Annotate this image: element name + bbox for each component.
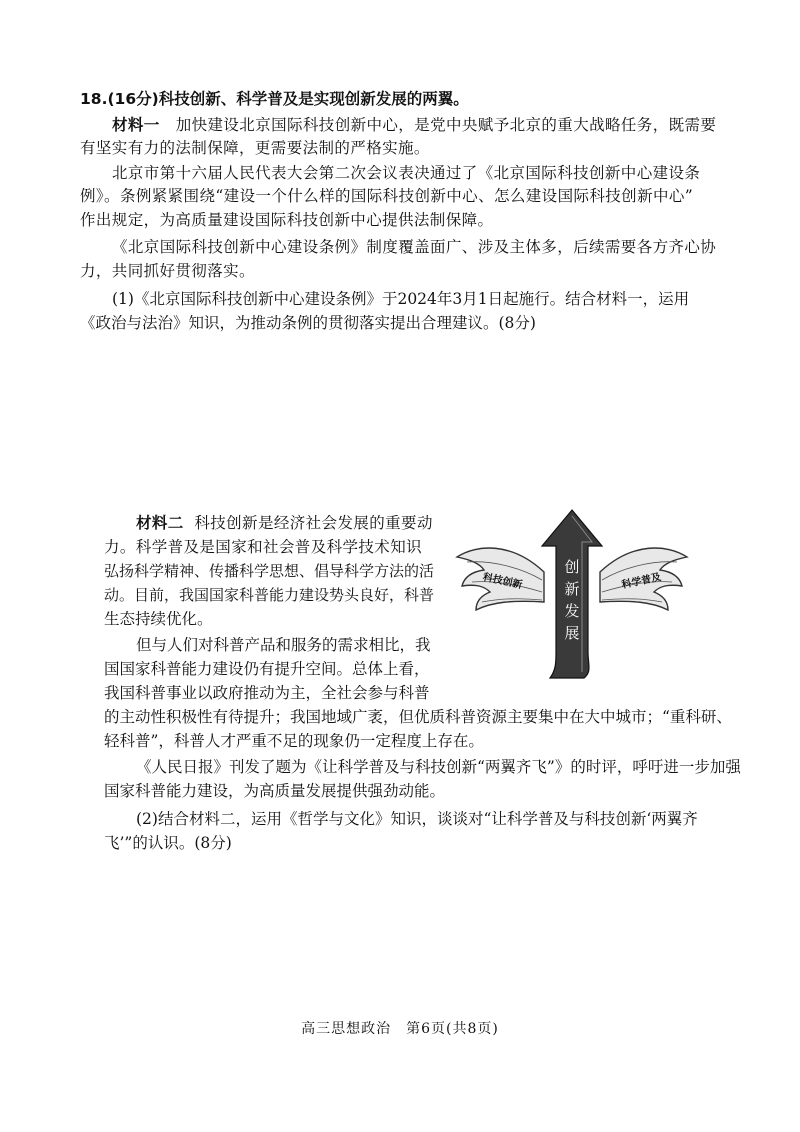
- material2-line9: 的主动性积极性有待提升；我国地域广袤，但优质科普资源主要集中在大中城市；“重科研、: [104, 708, 732, 726]
- left-wing-label: 科技创新: [481, 572, 524, 592]
- material2-line11: 《人民日报》刊发了题为《让科学普及与科技创新“两翼齐飞”》的时评，呼吁进一步加强: [136, 758, 741, 776]
- material1-line7: 力，共同抓好贯彻落实。: [80, 262, 255, 280]
- material2-line8: 我国科普事业以政府推动为主，全社会参与科普: [104, 684, 430, 702]
- material1-label: 材料一: [112, 116, 160, 134]
- arrow-char-2: 新: [564, 580, 580, 598]
- material2-line10: 轻科普”，科普人才严重不足的现象仍一定程度上存在。: [104, 732, 484, 750]
- question-18-title: 18.(16分)科技创新、科学普及是实现创新发展的两翼。: [80, 90, 469, 108]
- arrow-char-1: 创: [564, 558, 580, 576]
- material2-line4: 动。目前，我国国家科普能力建设势头良好，科普: [104, 586, 435, 604]
- subquestion1-line1: (1)《北京国际科技创新中心建设条例》于2024年3月1日起施行。结合材料一，运用: [112, 290, 690, 308]
- material2-line1: [136, 512, 476, 534]
- winged-arrow-illustration: [452, 502, 692, 682]
- arrow-char-4: 展: [564, 624, 580, 642]
- material2-line6: 但与人们对科普产品和服务的需求相比，我: [136, 636, 431, 654]
- page-footer: 高三思想政治 第6页(共8页): [301, 1021, 499, 1037]
- subquestion2-line2: 飞’”的认识。(8分): [104, 834, 232, 852]
- material1-line2: 有坚实有力的法制保障，更需要法制的严格实施。: [80, 139, 430, 157]
- material2-line7: 国国家科普能力建设仍有提升空间。总体上看，: [104, 660, 430, 678]
- material1-line4: 例》。条例紧紧围绕“建设一个什么样的国际科技创新中心、怎么建设国际科技创新中心”: [80, 187, 694, 205]
- material2-line3: 弘扬科学精神、传播科学思想、倡导科学方法的活: [104, 562, 435, 580]
- material1-line6: 《北京国际科技创新中心建设条例》制度覆盖面广、涉及主体多，后续需要各方齐心协: [112, 238, 717, 256]
- material1-line1: [112, 114, 752, 136]
- subquestion2-line1: (2)结合材料二，运用《哲学与文化》知识，谈谈对“让科学普及与科技创新‘两翼齐: [136, 810, 698, 828]
- material1-line3: 北京市第十六届人民代表大会第二次会议表决通过了《北京国际科技创新中心建设条: [112, 164, 701, 182]
- material2-line2: 力。科学普及是国家和社会普及科学技术知识: [104, 538, 423, 556]
- material2-text1: 科技创新是经济社会发展的重要动: [194, 514, 433, 532]
- material1-line5: 作出规定，为高质量建设国际科技创新中心提供法制保障。: [80, 211, 494, 229]
- material2-label: 材料二: [136, 514, 184, 532]
- material1-text1: 加快建设北京国际科技创新中心，是党中央赋予北京的重大战略任务，既需要: [175, 116, 717, 134]
- arrow-char-3: 发: [564, 602, 580, 620]
- material2-line5: 生态持续优化。: [104, 610, 213, 628]
- material2-line12: 国家科普能力建设，为高质量发展提供强劲动能。: [104, 782, 446, 800]
- subquestion1-line2: 《政治与法治》知识，为推动条例的贯彻落实提出合理建议。(8分): [80, 314, 536, 332]
- right-wing-label: 科学普及: [620, 572, 663, 592]
